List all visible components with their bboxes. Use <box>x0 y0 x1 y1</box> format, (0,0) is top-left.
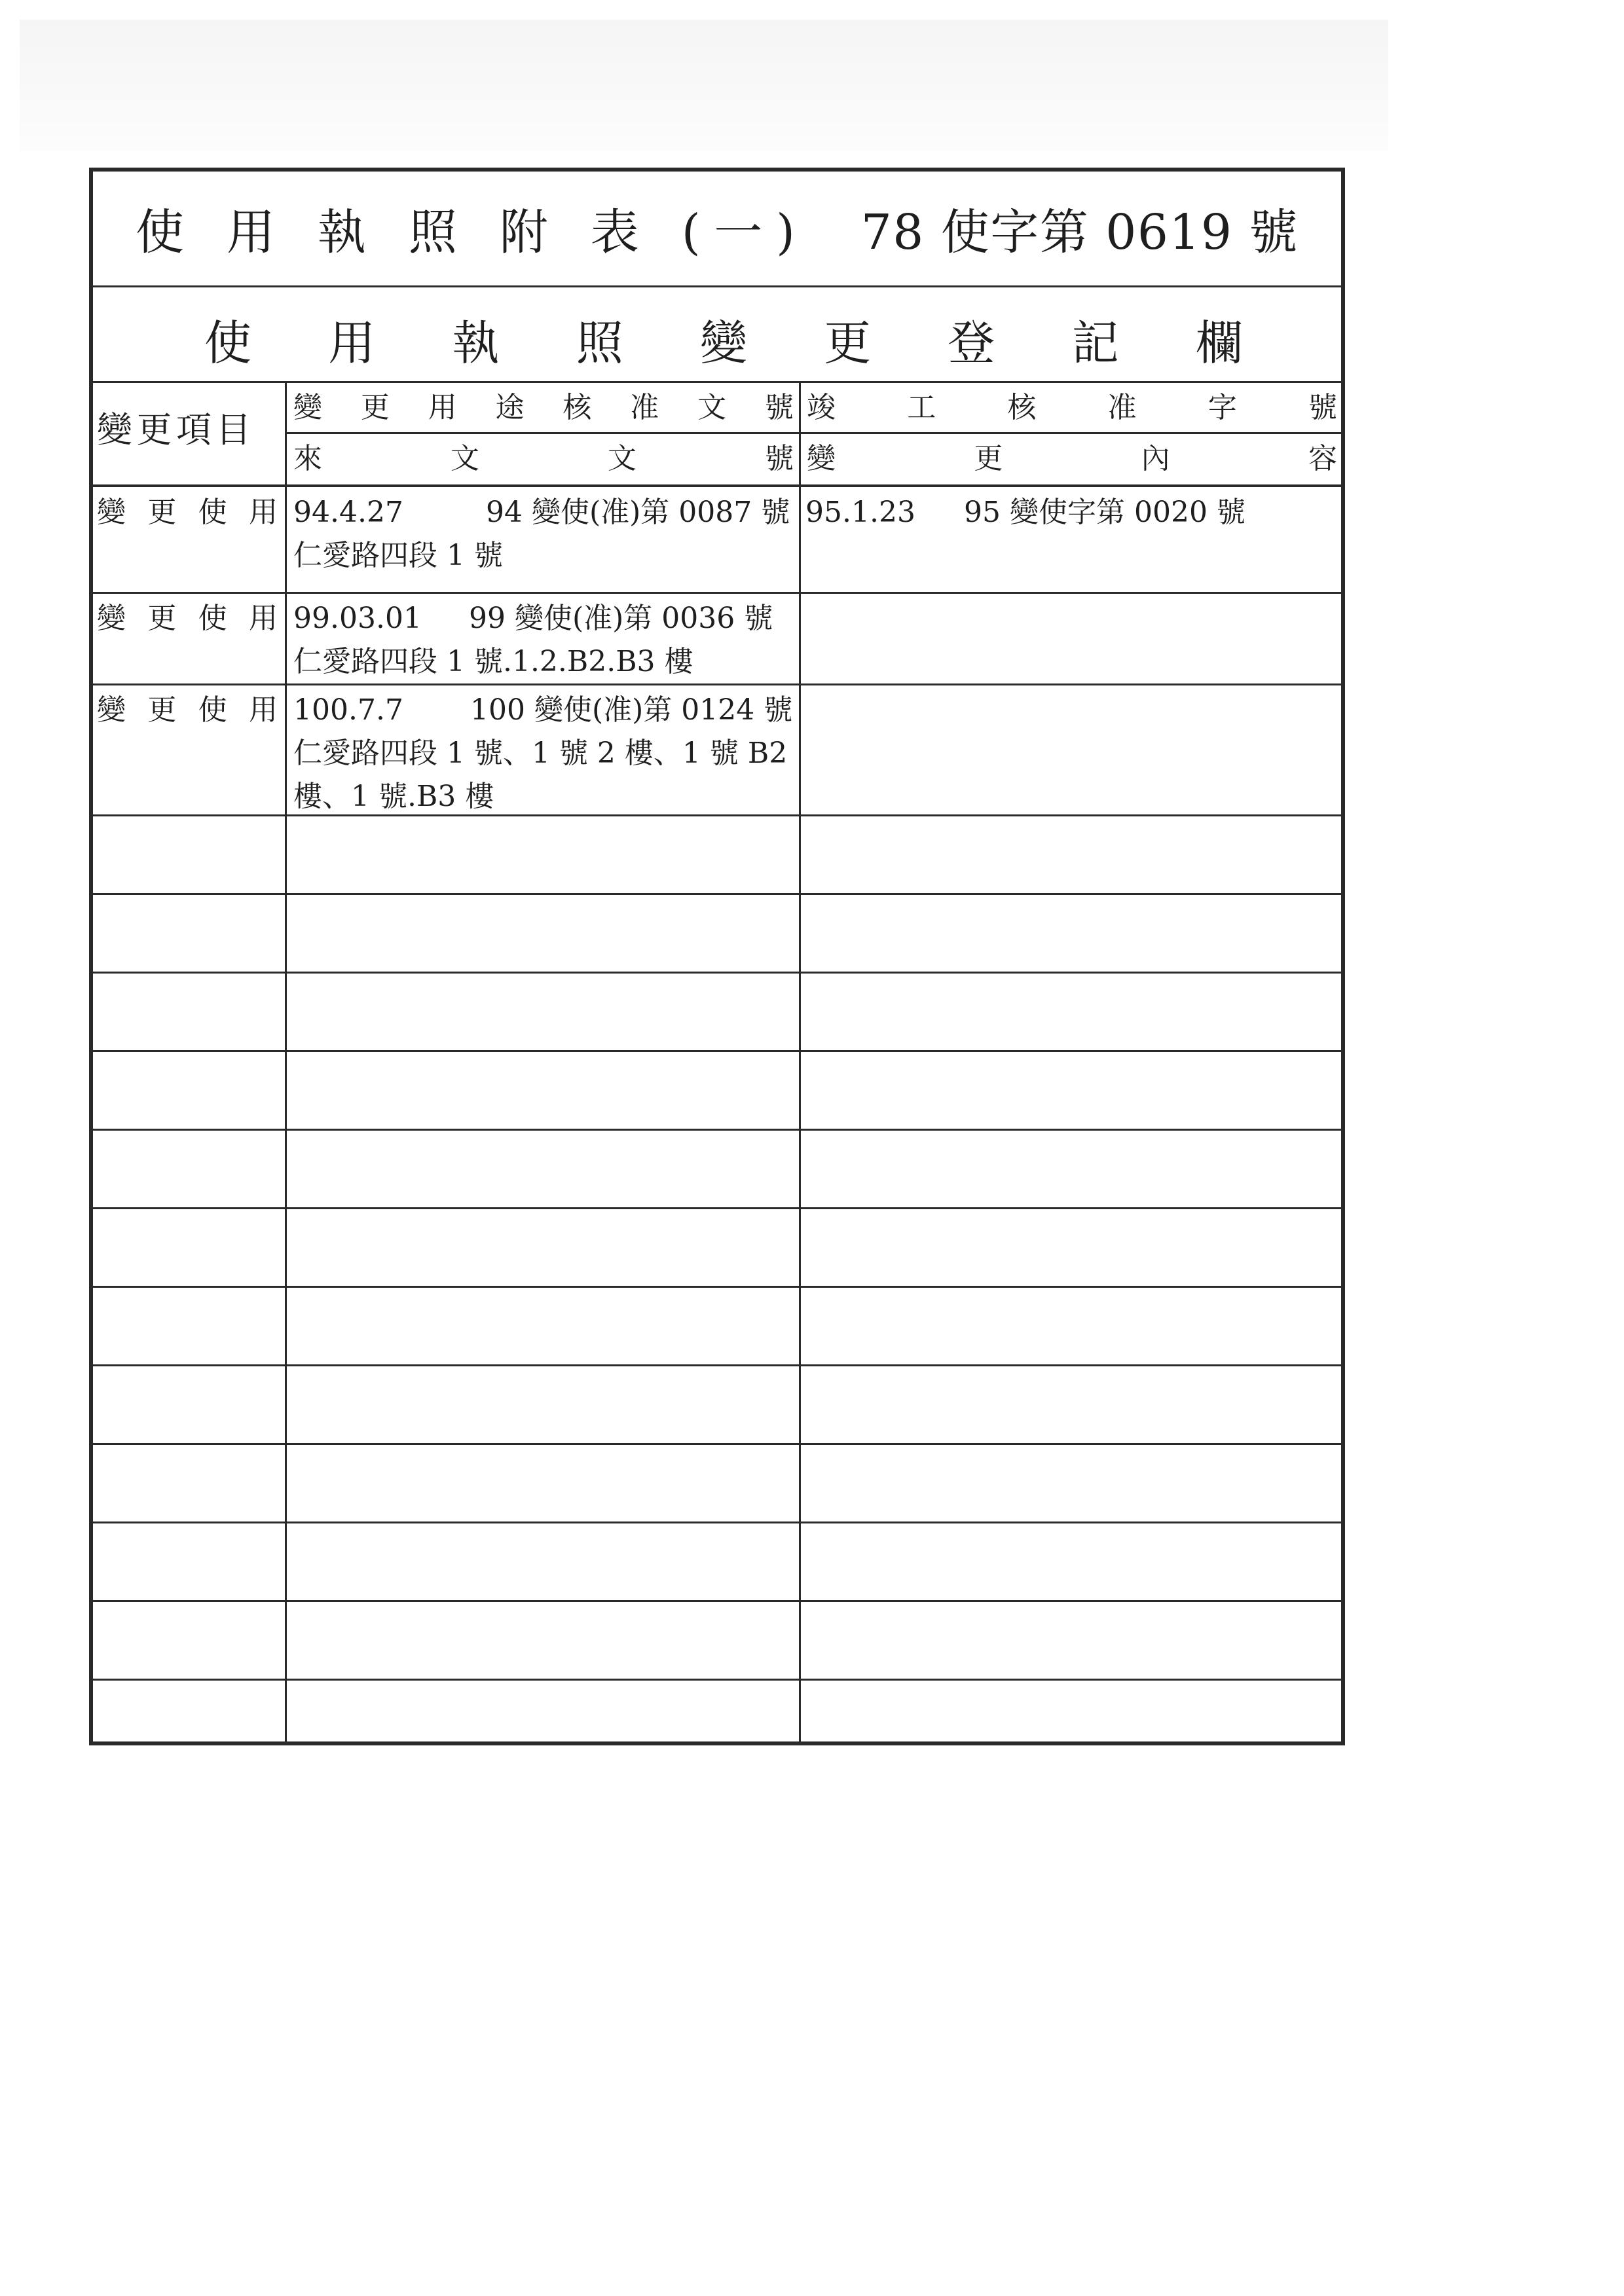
row-divider <box>93 1600 1341 1602</box>
header-divider <box>287 432 1341 434</box>
row-address-continued: 樓、1 號.B3 樓 <box>293 780 494 813</box>
header-char: 文 <box>697 391 727 424</box>
row-change-item <box>97 491 278 534</box>
column-divider <box>799 381 801 1741</box>
change-item-char: 使 <box>198 602 227 635</box>
header-char: 用 <box>428 391 457 424</box>
subtitle-char: 變 <box>699 316 747 371</box>
row-change-item <box>97 597 278 640</box>
row-approval-doc-no: 100 變使(准)第 0124 號 <box>470 693 793 727</box>
header-char: 號 <box>764 391 794 424</box>
change-registration-table <box>93 381 1341 1741</box>
row-divider <box>93 972 1341 974</box>
header-char: 文 <box>451 442 479 475</box>
usage-license-form <box>89 168 1345 1745</box>
row-approval-date: 94.4.27 <box>293 496 403 529</box>
change-item-char: 變 <box>97 693 126 727</box>
header-char: 變 <box>807 442 836 475</box>
form-subtitle <box>204 305 1243 373</box>
row-completion-date: 95.1.23 <box>805 496 915 529</box>
row-divider <box>93 1679 1341 1681</box>
row-approval-doc-no: 94 變使(准)第 0087 號 <box>486 496 790 529</box>
header-char: 文 <box>608 442 637 475</box>
row-divider <box>93 1286 1341 1288</box>
header-char: 更 <box>360 391 390 424</box>
header-bottom-rule <box>93 484 1341 487</box>
subtitle-char: 執 <box>452 316 500 371</box>
column-header-change-use-approval-no <box>293 386 794 429</box>
row-approval-doc-no: 99 變使(准)第 0036 號 <box>469 602 773 635</box>
column-header-change-item: 變更項目 <box>97 409 255 450</box>
row-divider <box>93 1522 1341 1523</box>
row-divider <box>93 893 1341 895</box>
change-item-char: 更 <box>147 693 177 727</box>
row-divider <box>93 1443 1341 1445</box>
subtitle-char: 登 <box>948 316 995 371</box>
row-divider <box>93 1050 1341 1052</box>
subtitle-char: 更 <box>824 316 872 371</box>
row-divider <box>93 1207 1341 1209</box>
scan-artifact <box>20 20 1388 151</box>
row-divider <box>93 1364 1341 1366</box>
header-char: 容 <box>1308 442 1337 475</box>
row-change-item <box>97 689 278 732</box>
column-header-change-content <box>807 437 1337 481</box>
header-char: 號 <box>765 442 794 475</box>
change-item-char: 用 <box>248 602 278 635</box>
header-char: 竣 <box>807 391 836 424</box>
header-char: 工 <box>907 391 936 424</box>
change-item-char: 使 <box>198 693 227 727</box>
header-char: 准 <box>1107 391 1137 424</box>
row-divider <box>93 814 1341 816</box>
column-header-completion-approval-no <box>807 386 1337 429</box>
form-title-row <box>93 172 1341 287</box>
row-approval-date: 99.03.01 <box>293 602 422 635</box>
row-address: 仁愛路四段 1 號、1 號 2 樓、1 號 B2 <box>293 737 788 770</box>
change-item-char: 更 <box>147 496 177 529</box>
row-approval-date: 100.7.7 <box>293 693 403 727</box>
license-number: 78 使字第 0619 號 <box>860 204 1299 261</box>
header-char: 變 <box>293 391 322 424</box>
column-divider <box>285 381 287 1741</box>
subtitle-char: 用 <box>328 316 376 371</box>
form-title-text: 使 用 執 照 附 表 (一) <box>136 204 809 261</box>
change-item-char: 更 <box>147 602 177 635</box>
header-char: 准 <box>630 391 659 424</box>
header-char: 內 <box>1141 442 1170 475</box>
subtitle-char: 記 <box>1071 316 1119 371</box>
row-divider <box>93 683 1341 685</box>
header-char: 字 <box>1208 391 1237 424</box>
change-item-char: 使 <box>198 496 227 529</box>
form-title <box>136 194 1299 263</box>
header-char: 來 <box>293 442 322 475</box>
subtitle-char: 使 <box>204 316 252 371</box>
form-subtitle-row <box>93 285 1341 383</box>
header-char: 號 <box>1308 391 1337 424</box>
change-item-char: 變 <box>97 602 126 635</box>
row-address: 仁愛路四段 1 號.1.2.B2.B3 樓 <box>293 645 693 678</box>
header-char: 途 <box>495 391 525 424</box>
header-char: 更 <box>974 442 1003 475</box>
subtitle-char: 照 <box>576 316 623 371</box>
column-header-incoming-doc-no <box>293 437 794 481</box>
row-divider <box>93 592 1341 594</box>
change-item-char: 變 <box>97 496 126 529</box>
header-char: 核 <box>1007 391 1037 424</box>
change-item-char: 用 <box>248 693 278 727</box>
subtitle-char: 欄 <box>1195 316 1243 371</box>
row-address: 仁愛路四段 1 號 <box>293 539 503 572</box>
row-divider <box>93 1129 1341 1131</box>
header-char: 核 <box>563 391 592 424</box>
row-completion-doc-no: 95 變使字第 0020 號 <box>964 496 1246 529</box>
change-item-char: 用 <box>248 496 278 529</box>
